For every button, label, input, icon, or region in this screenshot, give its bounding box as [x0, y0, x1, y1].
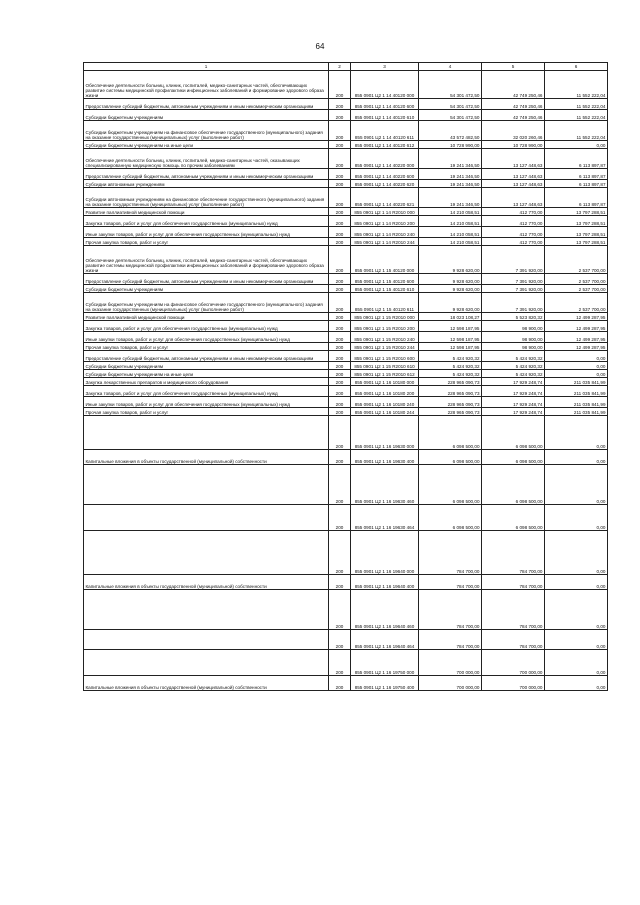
table-row — [84, 149, 608, 169]
row-amount-col6: 0,00 — [545, 575, 608, 590]
row-budget-code: 855 0901 Ц2 1 14 40220 600 — [351, 169, 419, 180]
row-column-2: 200 — [329, 238, 351, 246]
row-amount-col6: 11 552 222,04 — [545, 99, 608, 110]
row-amount-col5: 784 700,00 — [482, 630, 545, 650]
row-amount-col5: 6 098 500,00 — [482, 416, 545, 450]
row-amount-col4: 784 700,00 — [419, 575, 482, 590]
row-column-2: 200 — [329, 321, 351, 332]
row-amount-col6: 2 537 700,00 — [545, 285, 608, 293]
row-amount-col4: 5 424 920,32 — [419, 351, 482, 362]
row-amount-col4: 6 098 500,00 — [419, 505, 482, 531]
row-column-2: 200 — [329, 370, 351, 378]
row-amount-col6: 0,00 — [545, 450, 608, 465]
row-amount-col5: 7 391 920,00 — [482, 246, 545, 274]
table-row — [84, 650, 608, 676]
row-amount-col4: 19 241 346,50 — [419, 149, 482, 169]
row-amount-col5: 412 770,00 — [482, 238, 545, 246]
row-column-2: 200 — [329, 188, 351, 208]
row-amount-col6: 2 537 700,00 — [545, 274, 608, 285]
table-row — [84, 285, 608, 293]
row-description: Развитие паллиативной медицинской помощи — [84, 208, 329, 216]
row-amount-col5: 6 098 500,00 — [482, 505, 545, 531]
row-description: Обеспечение деятельности больниц, клиник, госпиталей, медико-санитарных частей, оказывающих специализированную медицинскую помощь по прочим заболеваниям — [84, 149, 329, 169]
row-column-2: 200 — [329, 575, 351, 590]
table-row — [84, 71, 608, 99]
row-budget-code: 855 0901 Ц2 1 15 40120 610 — [351, 285, 419, 293]
row-amount-col6: 2 537 700,00 — [545, 293, 608, 313]
row-column-2: 200 — [329, 246, 351, 274]
row-description: Обеспечение деятельности больниц, клиник, госпиталей, медико-санитарных частей, обеспечивающих развитие системы медицинской профилактики инфекционных заболеваний и формирование здорового образа жизни — [84, 246, 329, 274]
row-amount-col5: 42 749 250,46 — [482, 99, 545, 110]
row-amount-col6: 11 552 222,04 — [545, 110, 608, 121]
table-row — [84, 246, 608, 274]
row-budget-code: 855 0901 Ц2 1 16 19640 400 — [351, 575, 419, 590]
row-amount-col5: 98 900,00 — [482, 321, 545, 332]
table-row — [84, 227, 608, 238]
row-budget-code: 855 0901 Ц2 1 14 R2010 000 — [351, 208, 419, 216]
row-description — [84, 505, 329, 531]
table-row — [84, 590, 608, 630]
row-column-2: 200 — [329, 397, 351, 408]
row-column-2: 200 — [329, 274, 351, 285]
row-amount-col6: 11 552 222,04 — [545, 121, 608, 141]
row-amount-col5: 17 929 248,74 — [482, 386, 545, 397]
table-row — [84, 351, 608, 362]
row-budget-code: 855 0901 Ц2 1 14 40120 600 — [351, 99, 419, 110]
row-budget-code: 855 0901 Ц2 1 14 40220 621 — [351, 188, 419, 208]
row-budget-code: 855 0901 Ц2 1 16 19750 400 — [351, 676, 419, 691]
row-amount-col5: 784 700,00 — [482, 531, 545, 575]
table-row — [84, 332, 608, 343]
row-amount-col6: 211 035 841,99 — [545, 397, 608, 408]
row-budget-code: 855 0901 Ц2 1 16 10180 200 — [351, 386, 419, 397]
row-column-2: 200 — [329, 630, 351, 650]
row-description: Предоставление субсидий бюджетным, автономным учреждениям и иным некоммерческим организациям — [84, 99, 329, 110]
row-amount-col4: 6 098 500,00 — [419, 450, 482, 465]
row-amount-col4: 12 598 187,95 — [419, 343, 482, 351]
row-amount-col4: 54 301 472,50 — [419, 99, 482, 110]
row-amount-col6: 6 113 897,87 — [545, 169, 608, 180]
row-amount-col6: 6 113 897,87 — [545, 149, 608, 169]
row-amount-col4: 228 965 090,73 — [419, 408, 482, 416]
table-row — [84, 188, 608, 208]
row-column-2: 200 — [329, 450, 351, 465]
row-amount-col4: 19 241 346,50 — [419, 180, 482, 188]
row-budget-code: 855 0901 Ц2 1 16 19640 460 — [351, 590, 419, 630]
row-budget-code: 855 0901 Ц2 1 15 R2010 000 — [351, 313, 419, 321]
row-amount-col4: 228 965 090,73 — [419, 397, 482, 408]
table-row — [84, 141, 608, 149]
row-budget-code: 855 0901 Ц2 1 15 R2010 244 — [351, 343, 419, 351]
table-row — [84, 180, 608, 188]
table-row — [84, 110, 608, 121]
row-amount-col4: 700 000,00 — [419, 676, 482, 691]
row-amount-col4: 54 301 472,50 — [419, 110, 482, 121]
row-column-2: 200 — [329, 505, 351, 531]
table-row — [84, 408, 608, 416]
row-amount-col5: 10 728 990,00 — [482, 141, 545, 149]
header-row — [84, 63, 608, 71]
row-description: Иные закупки товаров, работ и услуг для обеспечения государственных (муниципальных) нужд — [84, 227, 329, 238]
row-budget-code: 855 0901 Ц2 1 16 19630 400 — [351, 450, 419, 465]
row-budget-code: 855 0901 Ц2 1 14 40120 610 — [351, 110, 419, 121]
row-description: Субсидии бюджетным учреждениям — [84, 362, 329, 370]
row-budget-code: 855 0901 Ц2 1 14 40220 620 — [351, 180, 419, 188]
row-amount-col6: 0,00 — [545, 531, 608, 575]
row-amount-col6: 0,00 — [545, 630, 608, 650]
column-header: 1 — [84, 63, 329, 71]
row-column-2: 200 — [329, 208, 351, 216]
row-amount-col6: 12 499 287,95 — [545, 332, 608, 343]
row-budget-code: 855 0901 Ц2 1 15 R2010 600 — [351, 351, 419, 362]
row-column-2: 200 — [329, 169, 351, 180]
row-amount-col4: 19 241 346,50 — [419, 188, 482, 208]
row-budget-code: 855 0901 Ц2 1 14 R2010 244 — [351, 238, 419, 246]
row-budget-code: 855 0901 Ц2 1 15 R2010 240 — [351, 332, 419, 343]
row-amount-col4: 9 928 620,00 — [419, 274, 482, 285]
table-row — [84, 216, 608, 227]
row-description: Развитие паллиативной медицинской помощи — [84, 313, 329, 321]
table-row — [84, 386, 608, 397]
row-amount-col4: 9 928 620,00 — [419, 246, 482, 274]
row-amount-col4: 9 928 620,00 — [419, 293, 482, 313]
row-column-2: 200 — [329, 343, 351, 351]
row-column-2: 200 — [329, 650, 351, 676]
row-amount-col5: 412 770,00 — [482, 216, 545, 227]
column-header: 3 — [351, 63, 419, 71]
row-description: Субсидии автономным учреждениям — [84, 180, 329, 188]
table-row — [84, 505, 608, 531]
row-amount-col5: 7 391 920,00 — [482, 274, 545, 285]
row-budget-code: 855 0901 Ц2 1 16 19630 000 — [351, 416, 419, 450]
row-amount-col5: 13 127 448,63 — [482, 169, 545, 180]
row-description: Иные закупки товаров, работ и услуг для обеспечения государственных (муниципальных) нужд — [84, 397, 329, 408]
row-amount-col4: 14 210 058,51 — [419, 216, 482, 227]
row-amount-col4: 784 700,00 — [419, 590, 482, 630]
row-amount-col5: 13 127 448,63 — [482, 149, 545, 169]
table-row — [84, 370, 608, 378]
table-row — [84, 362, 608, 370]
row-amount-col5: 98 900,00 — [482, 343, 545, 351]
row-description: Предоставление субсидий бюджетным, автономным учреждениям и иным некоммерческим организациям — [84, 274, 329, 285]
row-budget-code: 855 0901 Ц2 1 14 R2010 240 — [351, 227, 419, 238]
row-amount-col6: 13 797 288,51 — [545, 238, 608, 246]
budget-table — [83, 62, 608, 691]
row-budget-code: 855 0901 Ц2 1 16 19630 460 — [351, 465, 419, 505]
row-description: Субсидии бюджетным учреждениям на финансовое обеспечение государственного (муниципального) задания на оказание государственных (муниципальных) услуг (выполнение работ) — [84, 293, 329, 313]
row-amount-col5: 42 749 250,46 — [482, 71, 545, 99]
row-budget-code: 855 0901 Ц2 1 15 40120 611 — [351, 293, 419, 313]
table-row — [84, 575, 608, 590]
row-description: Обеспечение деятельности больниц, клиник, госпиталей, медико-санитарных частей, обеспечивающих развитие системы медицинской профилактики инфекционных заболеваний и формирование здорового образа жизни — [84, 71, 329, 99]
row-amount-col6: 0,00 — [545, 141, 608, 149]
row-column-2: 200 — [329, 99, 351, 110]
row-amount-col5: 13 127 448,63 — [482, 180, 545, 188]
row-description: Прочая закупка товаров, работ и услуг — [84, 238, 329, 246]
row-description — [84, 590, 329, 630]
row-amount-col4: 5 424 920,32 — [419, 362, 482, 370]
table-row — [84, 531, 608, 575]
row-amount-col5: 13 127 448,63 — [482, 188, 545, 208]
row-description: Субсидии бюджетным учреждениям на иные цели — [84, 370, 329, 378]
row-budget-code: 855 0901 Ц2 1 16 19750 000 — [351, 650, 419, 676]
row-description — [84, 630, 329, 650]
row-amount-col6: 6 113 897,87 — [545, 180, 608, 188]
row-amount-col4: 10 728 990,00 — [419, 141, 482, 149]
row-description: Субсидии бюджетным учреждениям — [84, 285, 329, 293]
row-description: Прочая закупка товаров, работ и услуг — [84, 408, 329, 416]
row-budget-code: 855 0901 Ц2 1 16 10180 244 — [351, 408, 419, 416]
table-row — [84, 121, 608, 141]
row-description: Субсидии бюджетным учреждениям — [84, 110, 329, 121]
row-description — [84, 416, 329, 450]
table-row — [84, 293, 608, 313]
row-column-2: 200 — [329, 531, 351, 575]
row-description: Прочая закупка товаров, работ и услуг — [84, 343, 329, 351]
row-column-2: 200 — [329, 362, 351, 370]
row-amount-col5: 17 929 248,74 — [482, 397, 545, 408]
row-description: Закупка товаров, работ и услуг для обеспечения государственных (муниципальных) нужд — [84, 321, 329, 332]
row-amount-col6: 12 499 287,95 — [545, 321, 608, 332]
column-header: 2 — [329, 63, 351, 71]
table-row — [84, 676, 608, 691]
row-amount-col5: 7 391 920,00 — [482, 293, 545, 313]
table-row — [84, 313, 608, 321]
row-budget-code: 855 0901 Ц2 1 14 40120 000 — [351, 71, 419, 99]
column-header: 5 — [482, 63, 545, 71]
row-budget-code: 855 0901 Ц2 1 14 40120 611 — [351, 121, 419, 141]
row-column-2: 200 — [329, 110, 351, 121]
row-column-2: 200 — [329, 216, 351, 227]
row-amount-col6: 0,00 — [545, 351, 608, 362]
row-description — [84, 465, 329, 505]
row-amount-col4: 43 572 482,50 — [419, 121, 482, 141]
row-description: Капитальные вложения в объекты государственной (муниципальной) собственности — [84, 676, 329, 691]
column-header: 6 — [545, 63, 608, 71]
row-budget-code: 855 0901 Ц2 1 15 R2010 200 — [351, 321, 419, 332]
row-amount-col4: 14 210 058,51 — [419, 208, 482, 216]
row-amount-col5: 6 098 500,00 — [482, 450, 545, 465]
row-column-2: 200 — [329, 71, 351, 99]
row-amount-col5: 6 098 500,00 — [482, 465, 545, 505]
row-amount-col5: 32 020 260,46 — [482, 121, 545, 141]
row-amount-col6: 11 552 222,04 — [545, 71, 608, 99]
row-amount-col5: 784 700,00 — [482, 575, 545, 590]
row-amount-col6: 0,00 — [545, 590, 608, 630]
row-amount-col5: 412 770,00 — [482, 227, 545, 238]
row-description: Закупка лекарственных препаратов и медицинского оборудования — [84, 378, 329, 386]
row-amount-col5: 5 424 920,32 — [482, 362, 545, 370]
row-budget-code: 855 0901 Ц2 1 15 40120 000 — [351, 246, 419, 274]
row-amount-col6: 211 035 841,99 — [545, 378, 608, 386]
row-description: Предоставление субсидий бюджетным, автономным учреждениям и иным некоммерческим организациям — [84, 351, 329, 362]
row-column-2: 200 — [329, 378, 351, 386]
row-amount-col5: 412 770,00 — [482, 208, 545, 216]
row-amount-col6: 12 499 287,95 — [545, 343, 608, 351]
row-amount-col6: 13 797 288,51 — [545, 208, 608, 216]
table-row — [84, 630, 608, 650]
row-amount-col6: 0,00 — [545, 465, 608, 505]
row-description — [84, 650, 329, 676]
table-row — [84, 416, 608, 450]
row-amount-col6: 0,00 — [545, 676, 608, 691]
row-budget-code: 855 0901 Ц2 1 15 R2010 610 — [351, 362, 419, 370]
row-column-2: 200 — [329, 149, 351, 169]
row-column-2: 200 — [329, 141, 351, 149]
row-budget-code: 855 0901 Ц2 1 14 R2010 200 — [351, 216, 419, 227]
row-amount-col5: 700 000,00 — [482, 650, 545, 676]
row-amount-col6: 211 035 841,99 — [545, 386, 608, 397]
table-row — [84, 321, 608, 332]
row-column-2: 200 — [329, 386, 351, 397]
row-amount-col5: 784 700,00 — [482, 590, 545, 630]
row-column-2: 200 — [329, 227, 351, 238]
table-row — [84, 343, 608, 351]
row-description: Субсидии автономным учреждениям на финансовое обеспечение государственного (муниципального) задания на оказание государственных (муниципальных) услуг (выполнение работ) — [84, 188, 329, 208]
row-budget-code: 855 0901 Ц2 1 16 19640 464 — [351, 630, 419, 650]
row-column-2: 200 — [329, 408, 351, 416]
row-amount-col5: 5 424 920,32 — [482, 351, 545, 362]
row-amount-col6: 0,00 — [545, 416, 608, 450]
row-column-2: 200 — [329, 180, 351, 188]
row-budget-code: 855 0901 Ц2 1 16 19640 000 — [351, 531, 419, 575]
row-amount-col6: 211 035 841,99 — [545, 408, 608, 416]
row-amount-col5: 5 523 820,32 — [482, 313, 545, 321]
table-row — [84, 450, 608, 465]
row-column-2: 200 — [329, 351, 351, 362]
row-description: Предоставление субсидий бюджетным, автономным учреждениям и иным некоммерческим организациям — [84, 169, 329, 180]
row-budget-code: 855 0901 Ц2 1 14 40120 612 — [351, 141, 419, 149]
row-amount-col4: 14 210 058,51 — [419, 238, 482, 246]
row-description: Капитальные вложения в объекты государственной (муниципальной) собственности — [84, 450, 329, 465]
row-description: Иные закупки товаров, работ и услуг для обеспечения государственных (муниципальных) нужд — [84, 332, 329, 343]
row-budget-code: 855 0901 Ц2 1 15 40120 600 — [351, 274, 419, 285]
row-budget-code: 855 0901 Ц2 1 14 40220 000 — [351, 149, 419, 169]
table-row — [84, 99, 608, 110]
row-amount-col5: 98 900,00 — [482, 332, 545, 343]
row-amount-col5: 5 424 920,32 — [482, 370, 545, 378]
row-column-2: 200 — [329, 590, 351, 630]
row-amount-col4: 700 000,00 — [419, 650, 482, 676]
row-amount-col5: 17 929 248,74 — [482, 378, 545, 386]
row-budget-code: 855 0901 Ц2 1 16 10180 240 — [351, 397, 419, 408]
table-row — [84, 274, 608, 285]
row-description: Закупка товаров, работ и услуг для обеспечения государственных (муниципальных) нужд — [84, 386, 329, 397]
table-row — [84, 169, 608, 180]
row-amount-col6: 2 537 700,00 — [545, 246, 608, 274]
row-amount-col5: 7 391 920,00 — [482, 285, 545, 293]
row-column-2: 200 — [329, 285, 351, 293]
row-amount-col6: 0,00 — [545, 650, 608, 676]
row-column-2: 200 — [329, 313, 351, 321]
row-amount-col5: 700 000,00 — [482, 676, 545, 691]
row-description: Субсидии бюджетным учреждениям на иные цели — [84, 141, 329, 149]
table-row — [84, 397, 608, 408]
row-amount-col4: 18 023 108,27 — [419, 313, 482, 321]
row-amount-col4: 14 210 058,51 — [419, 227, 482, 238]
row-amount-col6: 6 113 897,87 — [545, 188, 608, 208]
row-amount-col4: 5 424 920,32 — [419, 370, 482, 378]
row-amount-col6: 13 797 288,51 — [545, 227, 608, 238]
row-amount-col4: 19 241 346,50 — [419, 169, 482, 180]
row-amount-col4: 12 598 187,95 — [419, 321, 482, 332]
table-row — [84, 238, 608, 246]
row-amount-col6: 0,00 — [545, 362, 608, 370]
row-budget-code: 855 0901 Ц2 1 16 19630 464 — [351, 505, 419, 531]
row-budget-code: 855 0901 Ц2 1 16 10180 000 — [351, 378, 419, 386]
row-amount-col6: 12 499 287,95 — [545, 313, 608, 321]
row-amount-col6: 0,00 — [545, 505, 608, 531]
row-column-2: 200 — [329, 121, 351, 141]
row-amount-col4: 12 598 187,95 — [419, 332, 482, 343]
row-amount-col6: 0,00 — [545, 370, 608, 378]
row-description: Капитальные вложения в объекты государственной (муниципальной) собственности — [84, 575, 329, 590]
row-amount-col4: 6 098 500,00 — [419, 416, 482, 450]
row-description: Закупка товаров, работ и услуг для обеспечения государственных (муниципальных) нужд — [84, 216, 329, 227]
row-column-2: 200 — [329, 293, 351, 313]
row-amount-col4: 784 700,00 — [419, 630, 482, 650]
table-row — [84, 378, 608, 386]
row-column-2: 200 — [329, 332, 351, 343]
row-amount-col5: 17 929 248,74 — [482, 408, 545, 416]
row-column-2: 200 — [329, 465, 351, 505]
table-row — [84, 208, 608, 216]
row-amount-col6: 13 797 288,51 — [545, 216, 608, 227]
row-description — [84, 531, 329, 575]
row-amount-col4: 6 098 500,00 — [419, 465, 482, 505]
row-amount-col4: 784 700,00 — [419, 531, 482, 575]
row-amount-col4: 228 965 090,73 — [419, 378, 482, 386]
row-budget-code: 855 0901 Ц2 1 15 R2010 612 — [351, 370, 419, 378]
row-amount-col4: 228 965 090,73 — [419, 386, 482, 397]
row-amount-col4: 9 928 620,00 — [419, 285, 482, 293]
row-column-2: 200 — [329, 416, 351, 450]
page-number: 64 — [315, 42, 325, 51]
row-description: Субсидии бюджетным учреждениям на финансовое обеспечение государственного (муниципального) задания на оказание государственных (муниципальных) услуг (выполнение работ) — [84, 121, 329, 141]
row-amount-col4: 54 301 472,50 — [419, 71, 482, 99]
row-amount-col5: 42 749 250,46 — [482, 110, 545, 121]
column-header: 4 — [419, 63, 482, 71]
row-column-2: 200 — [329, 676, 351, 691]
table-row — [84, 465, 608, 505]
